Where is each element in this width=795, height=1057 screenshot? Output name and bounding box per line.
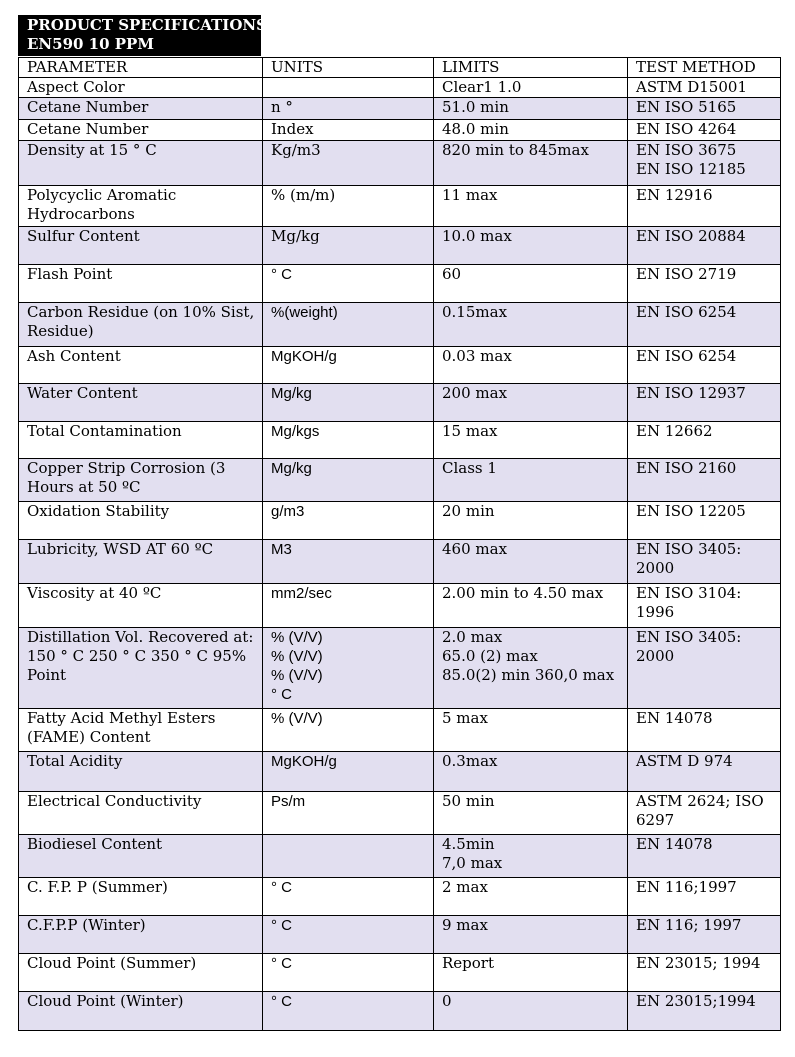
cell-parameter: Carbon Residue (on 10% Sist, Residue) [19,303,263,347]
cell-units: ° C [263,916,434,954]
cell-limits: 9 max [434,916,628,954]
cell-parameter: Biodiesel Content [19,835,263,878]
table-row [19,78,781,98]
cell-test-method: EN ISO 12937 [628,384,781,422]
cell-limits: 0.3max [434,752,628,792]
header-test-method: TEST METHOD [628,58,781,78]
cell-units: ° C [263,992,434,1031]
cell-test-method: EN ISO 20884 [628,227,781,265]
cell-units: ° C [263,878,434,916]
table-row [19,954,781,992]
cell-units: M3 [263,540,434,584]
cell-limits: 48.0 min [434,120,628,141]
cell-parameter: Total Acidity [19,752,263,792]
cell-units: Index [263,120,434,141]
cell-parameter: Total Contamination [19,422,263,459]
cell-units [263,835,434,878]
header-parameter: PARAMETER [19,58,263,78]
cell-test-method: EN 12916 [628,186,781,227]
cell-test-method: EN ISO 2160 [628,459,781,502]
cell-test-method: EN 116;1997 [628,878,781,916]
table-row [19,347,781,384]
table-row [19,878,781,916]
cell-limits: 4.5min 7,0 max [434,835,628,878]
cell-test-method: EN 14078 [628,709,781,752]
document-title [18,15,267,56]
cell-limits: 20 min [434,502,628,540]
table-row [19,141,781,186]
table-row [19,916,781,954]
header-units: UNITS [263,58,434,78]
cell-limits: 0.03 max [434,347,628,384]
cell-parameter: Ash Content [19,347,263,384]
cell-parameter: C.F.P.P (Winter) [19,916,263,954]
table-row [19,120,781,141]
cell-units: mm2/sec [263,584,434,628]
table-row [19,709,781,752]
cell-test-method: EN 14078 [628,835,781,878]
cell-test-method: EN ISO 3405: 2000 [628,540,781,584]
cell-limits: 200 max [434,384,628,422]
cell-parameter: Distillation Vol. Recovered at: 150 ° C 250 ° C 350 ° C 95% Point [19,628,263,709]
cell-units: Mg/kg [263,459,434,502]
table-row [19,227,781,265]
cell-limits: Class 1 [434,459,628,502]
cell-limits: 51.0 min [434,98,628,120]
table-header-row [19,58,781,78]
cell-parameter: Sulfur Content [19,227,263,265]
cell-parameter: Oxidation Stability [19,502,263,540]
cell-limits: 10.0 max [434,227,628,265]
cell-units: Kg/m3 [263,141,434,186]
cell-test-method: EN ISO 4264 [628,120,781,141]
cell-test-method: EN ISO 2719 [628,265,781,303]
table-row [19,422,781,459]
cell-parameter: Cetane Number [19,120,263,141]
cell-test-method: EN 23015; 1994 [628,954,781,992]
cell-parameter: Flash Point [19,265,263,303]
cell-parameter: Cetane Number [19,98,263,120]
cell-parameter: Water Content [19,384,263,422]
cell-units [263,78,434,98]
cell-test-method: EN 12662 [628,422,781,459]
cell-limits: Report [434,954,628,992]
table-row [19,502,781,540]
cell-units: Mg/kg [263,227,434,265]
cell-test-method: EN ISO 6254 [628,347,781,384]
cell-units: ° C [263,954,434,992]
table-row [19,835,781,878]
cell-parameter: Copper Strip Corrosion (3 Hours at 50 ºC [19,459,263,502]
cell-limits: 5 max [434,709,628,752]
cell-units: Ps/m [263,792,434,835]
cell-test-method: ASTM D15001 [628,78,781,98]
cell-limits: 2.00 min to 4.50 max [434,584,628,628]
cell-parameter: Cloud Point (Summer) [19,954,263,992]
cell-units: MgKOH/g [263,347,434,384]
cell-limits: 11 max [434,186,628,227]
cell-limits: Clear1 1.0 [434,78,628,98]
cell-units: Mg/kg [263,384,434,422]
cell-parameter: C. F.P. P (Summer) [19,878,263,916]
cell-units: Mg/kgs [263,422,434,459]
cell-test-method: EN ISO 5165 [628,98,781,120]
table-row [19,98,781,120]
cell-parameter: Density at 15 ° C [19,141,263,186]
cell-parameter: Viscosity at 40 ºC [19,584,263,628]
cell-units: % (V/V) [263,709,434,752]
cell-test-method: EN ISO 12205 [628,502,781,540]
cell-parameter: Cloud Point (Winter) [19,992,263,1031]
table-row [19,628,781,709]
cell-test-method: ASTM 2624; ISO 6297 [628,792,781,835]
table-row [19,584,781,628]
cell-test-method: ASTM D 974 [628,752,781,792]
cell-test-method: EN ISO 3675 EN ISO 12185 [628,141,781,186]
cell-test-method: EN ISO 6254 [628,303,781,347]
table-row [19,186,781,227]
table-row [19,384,781,422]
cell-limits: 15 max [434,422,628,459]
cell-units: ° C [263,265,434,303]
cell-units: g/m3 [263,502,434,540]
table-row [19,303,781,347]
cell-parameter: Polycyclic Aromatic Hydrocarbons [19,186,263,227]
cell-units: % (V/V) % (V/V) % (V/V) ° C [263,628,434,709]
cell-parameter: Electrical Conductivity [19,792,263,835]
cell-limits: 0 [434,992,628,1031]
cell-limits: 820 min to 845max [434,141,628,186]
title-line-2: EN590 10 PPM [27,35,154,53]
table-row [19,265,781,303]
cell-limits: 2 max [434,878,628,916]
title-line-1: PRODUCT SPECIFICATIONS [27,16,267,34]
table-row [19,752,781,792]
specifications-table [18,57,781,1031]
cell-parameter: Aspect Color [19,78,263,98]
table-row [19,792,781,835]
cell-limits: 2.0 max 65.0 (2) max 85.0(2) min 360,0 max [434,628,628,709]
cell-limits: 460 max [434,540,628,584]
cell-test-method: EN ISO 3405: 2000 [628,628,781,709]
cell-parameter: Fatty Acid Methyl Esters (FAME) Content [19,709,263,752]
cell-units: n ° [263,98,434,120]
header-limits: LIMITS [434,58,628,78]
cell-units: % (m/m) [263,186,434,227]
cell-limits: 50 min [434,792,628,835]
cell-test-method: EN 23015;1994 [628,992,781,1031]
table-row [19,540,781,584]
cell-limits: 0.15max [434,303,628,347]
cell-test-method: EN 116; 1997 [628,916,781,954]
cell-limits: 60 [434,265,628,303]
cell-parameter: Lubricity, WSD AT 60 ºC [19,540,263,584]
cell-test-method: EN ISO 3104: 1996 [628,584,781,628]
table-row [19,459,781,502]
cell-units: %(weight) [263,303,434,347]
cell-units: MgKOH/g [263,752,434,792]
table-row [19,992,781,1031]
